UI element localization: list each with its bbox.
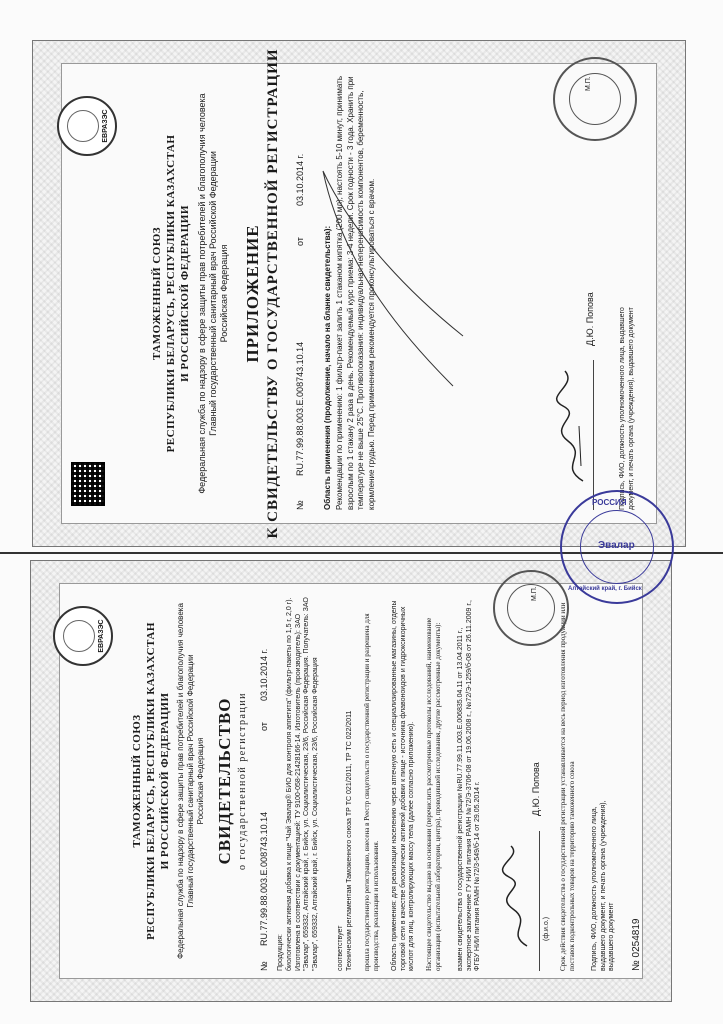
company-stamp-text-1: РОССИЯ (592, 498, 627, 507)
serial-number: № 0254819 (631, 918, 642, 971)
cert-mp: М.П. (531, 586, 538, 601)
company-stamp-text-3: Алтайский край, г. Бийск (568, 586, 642, 592)
signature-scribble (553, 366, 593, 486)
appendix-signer: Д.Ю. Попова (585, 292, 595, 346)
seal-stamp-2-inner (507, 584, 555, 632)
republics-title-2: РЕСПУБЛИКИ БЕЛАРУСЬ, РЕСПУБЛИКИ КАЗАХСТАН (145, 622, 157, 940)
russia-title: И РОССИЙСКОЙ ФЕДЕРАЦИИ (179, 205, 191, 382)
pen-scribble (313, 156, 473, 396)
eurasec-logo-2 (53, 606, 113, 666)
tr-heading: соответствует (337, 925, 344, 971)
service-line-2b: Главный государственный санитарный врач Российской Федерации (186, 654, 195, 908)
logo-text: ЕВРАЗЭС (102, 109, 109, 143)
tr-text: Техническим регламентам Таможенного союза ТР ТС 021/2011, ТР ТС 022/2011 (346, 710, 353, 971)
appendix-date-label: от (295, 237, 305, 246)
service-line-3b: Российская Федерация (196, 737, 205, 825)
company-stamp (560, 490, 674, 604)
signature-scribble-2 (501, 841, 537, 951)
seal-stamp (553, 57, 637, 141)
cert-sign-caption-2: Подпись, ФИО, должность уполномоченного лица, выдавшего документ, и печать органа (учреждения), выдавшего документ (591, 800, 615, 971)
product-heading: Продукция: (277, 934, 284, 971)
certificate-subtitle: о государственной регистрации (237, 691, 248, 871)
eagle-icon-2 (63, 620, 95, 652)
appendix-number: RU.77.99.88.003.Е.008743.10.14 (295, 341, 305, 476)
appendix-number-label: № (295, 500, 305, 510)
signature-line-2 (539, 831, 540, 971)
appendix-title-2: К СВИДЕТЕЛЬСТВУ О ГОСУДАРСТВЕННОЙ РЕГИСТРАЦИИ (265, 48, 281, 539)
seal-stamp-2 (493, 570, 569, 646)
usage-text: Область применения: для реализации населению через аптечную сеть и специализированные магазины, отделы торговой сети в качестве биологически активной добавки к пище - источника флавоноидов и гидроксикоричных кислот для лиц, контролирующих массу тела (далее согласно приложению). (391, 600, 415, 971)
company-stamp-text-2: Эвалар (598, 540, 635, 551)
product-text: биологически активная добавка к пище "Чай Эвалар® БИО для контроля аппетита" (фильтр-пакеты по 1,5 г, 2,0 г). Изготовлена в соответствии с документацией: ТУ 9100-058-21428166-14. Изготовитель (производитель): ЗАО "Эвалар", 659332, Алтайский край, г. Бийск, ул. Социалистическая, 23/6, Российская Федерация. Получатель: ЗАО "Эвалар", 659332, Алтайский край, г. Бийск, ул. Социалистическая, 23/6, Российская Федерация (286, 597, 319, 971)
cert-sign-caption: (ф.и.о.) (543, 916, 550, 941)
signature-line (593, 360, 594, 510)
area-heading: Область применения (продолжение, начало на бланке свидетельства): (323, 225, 332, 510)
service-line-1b: Федеральная служба по надзору в сфере защиты прав потребителей и благополучия человека (176, 603, 185, 959)
certificate-sheet (30, 560, 672, 1002)
certificate-title: СВИДЕТЕЛЬСТВО (215, 697, 234, 865)
validity-footnote: Срок действия свидетельства о государственной регистрации устанавливается на весь период изготовления продукции или поставок подконтрольных товаров на территорию таможенного союза (559, 602, 576, 971)
eagle-icon (67, 110, 99, 142)
barcode-pattern (71, 462, 105, 506)
cert-number-label: № (259, 961, 269, 971)
appendix-title: ПРИЛОЖЕНИЕ (243, 224, 262, 363)
seal-stamp-inner (569, 73, 621, 125)
service-line-2: Главный государственный санитарный врач Российской Федерации (208, 151, 218, 436)
registration-text: прошла государственную регистрацию, внесена в Реестр свидетельств о государственной регистрации и разрешена для производства, реализации и использования. (363, 613, 380, 971)
union-title-2: ТАМОЖЕННЫЙ СОЮЗ (131, 714, 143, 848)
service-line-3: Российская Федерация (219, 244, 229, 343)
cert-signer: Д.Ю. Попова (531, 762, 541, 816)
basis-text: Настоящее свидетельство выдано на основании (перечислить рассмотренные протоколы исследований, наименование организации (испытательной лаборатории, центра), проводившей исследования, другие рассмотренные документы): (425, 617, 442, 971)
documents-text: взамен свидетельства о государственной регистрации №RU.77.99.11.003.Е.006835.04.11 от 13.04.2011 г., экспертное заключение ГУ НИИ питания РАМН №72/Э-3706-08 от 19.06.2008 г., №72/Э-1259/б-08 от 26.11.2009 г., ФГБУ НИИ питания РАМН №72/3-549/б-14 от 29.05.2014 г. (457, 600, 481, 971)
russia-title-2: И РОССИЙСКОЙ ФЕДЕРАЦИИ (159, 692, 171, 870)
appendix-date: 03.10.2014 г. (295, 153, 305, 206)
cert-date-label: от (259, 722, 269, 731)
republics-title: РЕСПУБЛИКИ БЕЛАРУСЬ, РЕСПУБЛИКИ КАЗАХСТАН (165, 134, 177, 453)
appendix-mp: М.П. (585, 76, 592, 91)
appendix-rotated-content (33, 41, 685, 546)
union-title: ТАМОЖЕННЫЙ СОЮЗ (151, 226, 163, 361)
certificate-rotated-content (31, 561, 671, 1001)
appendix-sheet (32, 40, 686, 547)
area-text: Рекомендации по применению: 1 фильтр-пакет залить 1 стаканом кипятка (200 мл), настоять 5-10 минут, принимать взрослым по 1 стакану 2 раза в день. Рекомендуемый курс приема: 3-4 недели. Срок годности - 3 года. Хранить при температуре не выше 25°С. Противопоказания: индивидуальная непереносимость компонентов, беременность, кормление грудью. Перед применением рекомендуется проконсультироваться с врачом. (335, 76, 376, 510)
logo-text-2: ЕВРАЗЭС (98, 619, 105, 653)
service-line-1: Федеральная служба по надзору в сфере защиты прав потребителей и благополучия человека (197, 93, 207, 494)
eurasec-logo (57, 96, 117, 156)
appendix-sign-caption: Подпись, ФИО, должность уполномоченного лица, выдавшего документ, и печать органа (учреждения), выдавшего документ (619, 307, 635, 510)
cert-number: RU.77.99.88.003.Е.008743.10.14 (259, 811, 269, 946)
cert-date: 03.10.2014 г. (259, 648, 269, 701)
